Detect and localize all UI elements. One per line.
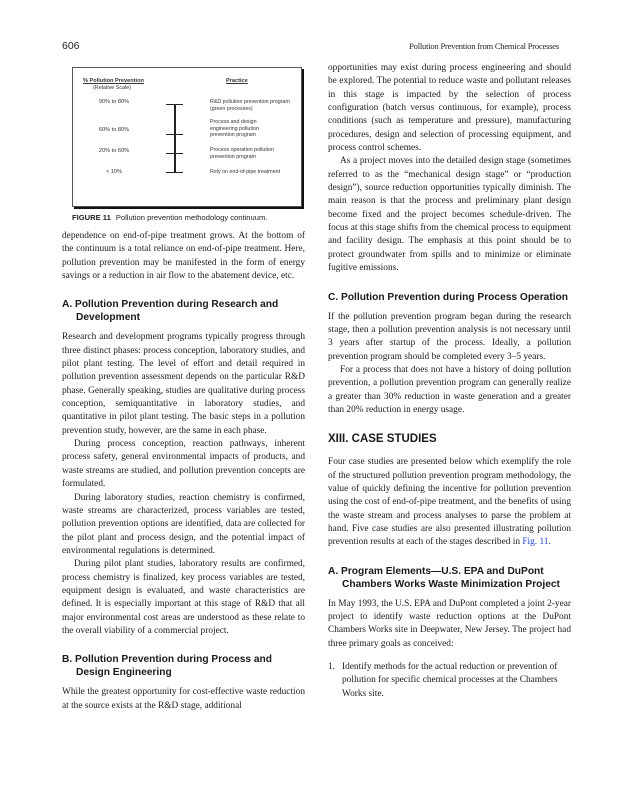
section-heading-xiii-a: A. Program Elements—U.S. EPA and DuPont Chambers Works Waste Minimization Project [328, 565, 560, 590]
continuum-tick-4 [166, 172, 183, 173]
paragraph: During pilot plant studies, laboratory results are confirmed, process chemistry is finalized, key process variables are tested, equipment design is evaluated, and waste characteristics are defined. It is especially important at this stage of R&D that all major environmental cost areas are understood as these relate to the overall viability of a commercial project. [62, 559, 305, 636]
figure-11-link[interactable]: Fig. 11 [522, 537, 549, 548]
figure-practice-1: R&D pollution prevention program (green processes) [210, 99, 290, 112]
paragraph: In May 1993, the U.S. EPA and DuPont completed a joint 2-year project to identify waste reduction options at the DuPont Chambers Works site in Deepwater, New Jersey. The project had three primary goals as conceived: [328, 598, 571, 649]
figure-caption-text: Pollution prevention methodology continuum. [115, 213, 268, 222]
paragraph [328, 456, 571, 549]
figure-practice-4: Rely on end-of-pipe treatment [210, 169, 281, 175]
paragraph-end: . [548, 537, 551, 548]
goals-list [328, 661, 571, 701]
continuum-tick-1 [166, 104, 183, 105]
continuum-axis [174, 104, 176, 172]
left-column [62, 230, 305, 713]
paragraph: dependence on end-of-pipe treatment grows. At the bottom of the continuum is a total reliance on end-of-pipe treatment. Here, pollution prevention may be manifested in the form of energy savings or a reduction in air flow to the abatement device, etc. [62, 231, 305, 282]
continuum-tick-2 [166, 134, 183, 135]
list-number: 1. [328, 662, 336, 673]
continuum-tick-3 [166, 153, 183, 154]
figure-label: FIGURE 11 [72, 213, 111, 222]
paragraph: During process conception, reaction pathways, inherent process safety, general environmental impacts of products, and waste streams are studied, and pollution prevention concepts are formulated. [62, 439, 305, 490]
paragraph: Research and development programs typically progress through three distinct phases: process conception, laboratory studies, and pilot plant testing. The level of effort and detail required in pollution prevention assessment depends on the particular R&D phase. Generally speaking, studies are qualitative during process conception, semiquantitative in laboratory studies, and quantitative in pilot plant testing. The basic steps in a pollution prevention study, however, are the same in each phase. [62, 332, 305, 436]
figure-11-continuum [72, 67, 302, 207]
figure-percent-3: 20% to 60% [98, 148, 130, 154]
section-heading-a: A. Pollution Prevention during Research and Development [62, 299, 279, 324]
right-column [328, 62, 571, 701]
page-header [62, 40, 559, 54]
paragraph: If the pollution prevention program began during the research stage, then a pollution prevention analysis is not necessary until 3 years after startup of the process. Ideally, a pollution prevention program should be completed every 3–5 years. [328, 311, 571, 362]
figure-percent-1: 90% to 80% [98, 99, 130, 105]
figure-caption [72, 213, 312, 222]
paragraph: For a process that does not have a history of doing pollution prevention, a pollution prevention program can generally realize a greater than 30% reduction in waste generation and a greater than 20% reduction in energy usage. [328, 364, 571, 415]
figure-right-header: Practice [226, 78, 248, 84]
figure-practice-2: Process and design engineering pollution prevention program [210, 119, 259, 139]
figure-practice-3: Process operation pollution prevention program [210, 147, 274, 160]
list-text: Identify methods for the actual reduction or prevention of pollution for specific chemical processes at the Chambers Works site. [342, 662, 558, 699]
list-item [328, 661, 571, 701]
running-head: Pollution Prevention from Chemical Processes [409, 41, 559, 51]
page-number: 606 [62, 40, 80, 52]
paragraph: As a project moves into the detailed design stage (sometimes referred to as the “mechanical design stage” or “production design”), source reduction opportunities typically diminish. The main reason is that the process and preliminary plant design become fixed and the project becomes schedule-driven. The focus at this stage shifts from the chemical process to equipment and facility design. The emphasis at this point should be to protect groundwater from spills and to minimize or eliminate fugitive emissions. [328, 156, 571, 274]
figure-left-header: % Pollution Prevention [83, 78, 144, 84]
section-heading-xiii: XIII. CASE STUDIES [328, 433, 437, 446]
figure-left-subheader: (Relative Scale) [93, 85, 132, 91]
paragraph: While the greatest opportunity for cost-effective waste reduction at the source exists at the R&D stage, additional [62, 687, 305, 711]
figure-percent-4: < 10% [105, 169, 123, 175]
section-heading-c: C. Pollution Prevention during Process Operation [328, 291, 569, 303]
paragraph-text: Four case studies are presented below which exemplify the role of the structured pollution prevention program methodology, the value of quickly defining the incentive for pollution prevention using the cost of end-of-pipe treatment, and the benefits of using the waste stream and process analyses to parse the problem at hand. Five case studies are also presented illustrating pollution prevention results at each of the stages described in [328, 457, 571, 548]
paragraph: opportunities may exist during process engineering and should be explored. The potential to reduce waste and pollutant releases in this stage is impacted by the selection of process configuration (batch versus continuous, for example), process conditions (such as temperature and pressure), manufacturing procedures, design and selection of processing equipment, and process control schemes. [328, 63, 571, 154]
figure-percent-2: 60% to 80% [98, 127, 130, 133]
paragraph: During laboratory studies, reaction chemistry is confirmed, waste streams are characterized, process variables are tested, pollution prevention options are identified, data are collected for the pilot plant and process design, and the potential impact of environmental regulations is determined. [62, 492, 305, 556]
section-heading-b: B. Pollution Prevention during Process and Design Engineering [62, 654, 273, 679]
